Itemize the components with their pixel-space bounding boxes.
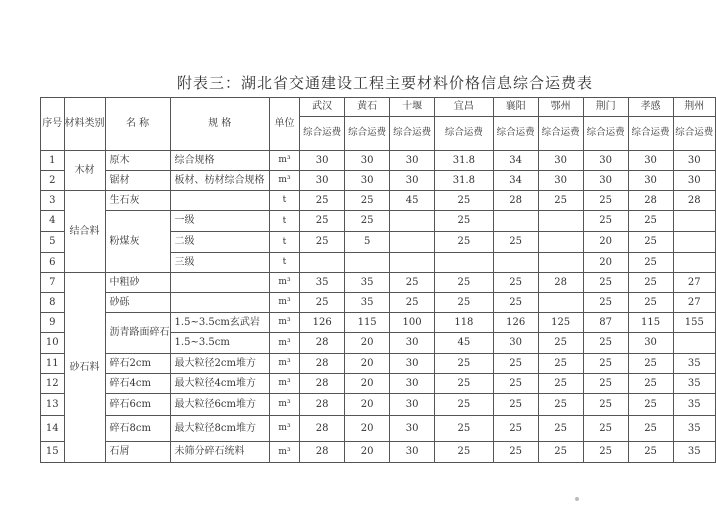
freight-value-cell: 30 bbox=[673, 171, 715, 191]
freight-value-cell: 30 bbox=[538, 171, 583, 191]
freight-value-cell: 87 bbox=[583, 313, 628, 333]
freight-value-cell: 25 bbox=[493, 442, 538, 463]
freight-value-cell: 20 bbox=[583, 253, 628, 273]
freight-value-cell: 25 bbox=[628, 394, 673, 416]
freight-value-cell: 30 bbox=[628, 333, 673, 354]
freight-value-cell: 25 bbox=[538, 374, 583, 394]
freight-value-cell: 28 bbox=[538, 273, 583, 293]
freight-value-cell: 45 bbox=[390, 191, 435, 211]
row-number-cell: 5 bbox=[41, 232, 65, 253]
freight-value-cell: 25 bbox=[493, 293, 538, 313]
freight-value-cell: 30 bbox=[493, 333, 538, 354]
freight-value-cell: 35 bbox=[673, 442, 715, 463]
unit-cell: m³ bbox=[269, 333, 299, 354]
header-sub-label: 综合运费 bbox=[435, 117, 494, 151]
table-body bbox=[41, 98, 716, 463]
freight-value-cell: 34 bbox=[493, 151, 538, 171]
unit-cell: m³ bbox=[269, 416, 299, 442]
freight-value-cell: 115 bbox=[345, 313, 390, 333]
header-city: 黄石 bbox=[345, 98, 390, 117]
freight-value-cell: 25 bbox=[538, 394, 583, 416]
freight-value-cell: 100 bbox=[390, 313, 435, 333]
freight-value-cell: 25 bbox=[628, 232, 673, 253]
freight-value-cell: 5 bbox=[345, 232, 390, 253]
freight-value-cell: 25 bbox=[435, 191, 494, 211]
header-spec: 规 格 bbox=[170, 98, 269, 151]
material-name-cell: 石屑 bbox=[105, 442, 170, 463]
freight-value-cell: 30 bbox=[390, 394, 435, 416]
freight-table bbox=[40, 97, 716, 463]
freight-value-cell bbox=[538, 253, 583, 273]
freight-value-cell: 27 bbox=[673, 273, 715, 293]
freight-value-cell: 126 bbox=[493, 313, 538, 333]
freight-value-cell: 25 bbox=[435, 293, 494, 313]
freight-value-cell: 28 bbox=[493, 191, 538, 211]
freight-value-cell: 35 bbox=[300, 273, 345, 293]
material-name-cell: 粉煤灰 bbox=[105, 211, 170, 273]
header-sub-label: 综合运费 bbox=[300, 117, 345, 151]
row-number-cell: 14 bbox=[41, 416, 65, 442]
freight-value-cell: 25 bbox=[435, 416, 494, 442]
spec-cell: 最大粒径8cm堆方 bbox=[170, 416, 269, 442]
freight-value-cell: 28 bbox=[300, 333, 345, 354]
freight-value-cell: 25 bbox=[300, 293, 345, 313]
freight-value-cell bbox=[673, 333, 715, 354]
header-category: 材料类别 bbox=[64, 98, 105, 151]
spec-cell bbox=[170, 273, 269, 293]
freight-value-cell: 25 bbox=[538, 354, 583, 374]
freight-value-cell: 155 bbox=[673, 313, 715, 333]
table-row bbox=[41, 211, 716, 232]
spec-cell: 最大粒径4cm堆方 bbox=[170, 374, 269, 394]
freight-value-cell: 28 bbox=[628, 191, 673, 211]
freight-value-cell: 20 bbox=[345, 374, 390, 394]
unit-cell: m³ bbox=[269, 354, 299, 374]
freight-value-cell: 25 bbox=[583, 374, 628, 394]
material-name-cell: 生石灰 bbox=[105, 191, 170, 211]
spec-cell bbox=[170, 191, 269, 211]
freight-value-cell: 25 bbox=[583, 211, 628, 232]
page-title: 附表三：湖北省交通建设工程主要材料价格信息综合运费表 bbox=[176, 74, 593, 92]
spec-cell: 一级 bbox=[170, 211, 269, 232]
freight-value-cell: 25 bbox=[493, 354, 538, 374]
header-city: 宜昌 bbox=[435, 98, 494, 117]
freight-value-cell: 126 bbox=[300, 313, 345, 333]
freight-value-cell bbox=[493, 211, 538, 232]
row-number-cell: 15 bbox=[41, 442, 65, 463]
unit-cell: m³ bbox=[269, 171, 299, 191]
freight-value-cell: 25 bbox=[493, 374, 538, 394]
header-sub-label: 综合运费 bbox=[390, 117, 435, 151]
freight-value-cell: 20 bbox=[345, 333, 390, 354]
freight-value-cell: 31.8 bbox=[435, 171, 494, 191]
header-row-cities bbox=[41, 98, 716, 117]
spec-cell: 三级 bbox=[170, 253, 269, 273]
header-city: 襄阳 bbox=[493, 98, 538, 117]
freight-value-cell: 30 bbox=[673, 151, 715, 171]
freight-value-cell bbox=[435, 253, 494, 273]
freight-value-cell: 25 bbox=[435, 354, 494, 374]
freight-value-cell: 45 bbox=[435, 333, 494, 354]
freight-value-cell: 25 bbox=[583, 354, 628, 374]
table-row bbox=[41, 442, 716, 463]
unit-cell: m³ bbox=[269, 151, 299, 171]
freight-value-cell: 118 bbox=[435, 313, 494, 333]
row-number-cell: 13 bbox=[41, 394, 65, 416]
freight-value-cell: 30 bbox=[390, 171, 435, 191]
freight-value-cell: 25 bbox=[345, 211, 390, 232]
row-number-cell: 3 bbox=[41, 191, 65, 211]
freight-value-cell bbox=[538, 211, 583, 232]
category-cell: 砂石料 bbox=[64, 273, 105, 463]
freight-value-cell: 25 bbox=[628, 293, 673, 313]
row-number-cell: 6 bbox=[41, 253, 65, 273]
header-city: 武汉 bbox=[300, 98, 345, 117]
header-unit: 单位 bbox=[269, 98, 299, 151]
material-name-cell: 碎石6cm bbox=[105, 394, 170, 416]
material-name-cell: 锯材 bbox=[105, 171, 170, 191]
freight-value-cell: 35 bbox=[345, 293, 390, 313]
freight-value-cell: 31.8 bbox=[435, 151, 494, 171]
row-number-cell: 11 bbox=[41, 354, 65, 374]
header-sub-label: 综合运费 bbox=[493, 117, 538, 151]
freight-value-cell: 27 bbox=[673, 293, 715, 313]
unit-cell: t bbox=[269, 253, 299, 273]
freight-value-cell bbox=[390, 253, 435, 273]
freight-value-cell: 30 bbox=[583, 151, 628, 171]
freight-value-cell: 25 bbox=[300, 232, 345, 253]
freight-value-cell: 20 bbox=[345, 354, 390, 374]
freight-value-cell: 30 bbox=[345, 151, 390, 171]
freight-value-cell: 25 bbox=[538, 416, 583, 442]
unit-cell: m³ bbox=[269, 273, 299, 293]
spec-cell: 最大粒径6cm堆方 bbox=[170, 394, 269, 416]
spec-cell: 板材、枋材综合规格 bbox=[170, 171, 269, 191]
header-sub-label: 综合运费 bbox=[673, 117, 715, 151]
header-city: 荆州 bbox=[673, 98, 715, 117]
scan-speck bbox=[575, 497, 579, 501]
header-city: 十堰 bbox=[390, 98, 435, 117]
material-name-cell: 砂砾 bbox=[105, 293, 170, 313]
spec-cell: 二级 bbox=[170, 232, 269, 253]
freight-value-cell: 35 bbox=[673, 416, 715, 442]
freight-value-cell: 20 bbox=[345, 442, 390, 463]
unit-cell: t bbox=[269, 211, 299, 232]
header-sub-label: 综合运费 bbox=[538, 117, 583, 151]
freight-value-cell: 115 bbox=[628, 313, 673, 333]
table-row bbox=[41, 354, 716, 374]
freight-value-cell: 25 bbox=[435, 273, 494, 293]
table-row bbox=[41, 151, 716, 171]
freight-value-cell: 25 bbox=[583, 442, 628, 463]
freight-value-cell bbox=[673, 211, 715, 232]
freight-value-cell: 25 bbox=[345, 191, 390, 211]
freight-value-cell bbox=[390, 211, 435, 232]
freight-value-cell: 25 bbox=[583, 394, 628, 416]
header-name: 名 称 bbox=[105, 98, 170, 151]
table-row bbox=[41, 273, 716, 293]
freight-value-cell bbox=[300, 253, 345, 273]
freight-value-cell: 30 bbox=[345, 171, 390, 191]
freight-value-cell: 25 bbox=[583, 293, 628, 313]
freight-value-cell: 25 bbox=[583, 273, 628, 293]
freight-value-cell: 30 bbox=[583, 171, 628, 191]
table-row bbox=[41, 416, 716, 442]
freight-value-cell: 25 bbox=[435, 394, 494, 416]
header-city: 孝感 bbox=[628, 98, 673, 117]
row-number-cell: 12 bbox=[41, 374, 65, 394]
header-city: 荆门 bbox=[583, 98, 628, 117]
freight-value-cell: 28 bbox=[300, 416, 345, 442]
spec-cell: 未筛分碎石统料 bbox=[170, 442, 269, 463]
row-number-cell: 10 bbox=[41, 333, 65, 354]
freight-value-cell: 25 bbox=[300, 191, 345, 211]
freight-value-cell: 25 bbox=[628, 374, 673, 394]
freight-value-cell: 30 bbox=[538, 151, 583, 171]
unit-cell: m³ bbox=[269, 394, 299, 416]
freight-value-cell bbox=[493, 253, 538, 273]
freight-value-cell: 30 bbox=[390, 333, 435, 354]
material-name-cell: 碎石2cm bbox=[105, 354, 170, 374]
freight-value-cell: 25 bbox=[435, 211, 494, 232]
freight-value-cell bbox=[673, 232, 715, 253]
row-number-cell: 2 bbox=[41, 171, 65, 191]
freight-value-cell: 20 bbox=[345, 416, 390, 442]
freight-value-cell: 28 bbox=[300, 394, 345, 416]
freight-value-cell: 25 bbox=[628, 354, 673, 374]
header-sub-label: 综合运费 bbox=[345, 117, 390, 151]
freight-value-cell: 25 bbox=[435, 232, 494, 253]
spec-cell: 1.5~3.5cm玄武岩 bbox=[170, 313, 269, 333]
freight-value-cell: 30 bbox=[390, 151, 435, 171]
freight-value-cell: 25 bbox=[300, 211, 345, 232]
freight-value-cell: 25 bbox=[628, 442, 673, 463]
table-row bbox=[41, 313, 716, 333]
freight-value-cell: 35 bbox=[345, 273, 390, 293]
freight-value-cell: 25 bbox=[493, 232, 538, 253]
freight-value-cell: 20 bbox=[583, 232, 628, 253]
freight-value-cell: 30 bbox=[390, 354, 435, 374]
header-sub-label: 综合运费 bbox=[583, 117, 628, 151]
material-name-cell: 中粗砂 bbox=[105, 273, 170, 293]
row-number-cell: 9 bbox=[41, 313, 65, 333]
freight-value-cell: 25 bbox=[538, 333, 583, 354]
row-number-cell: 8 bbox=[41, 293, 65, 313]
freight-value-cell: 25 bbox=[628, 211, 673, 232]
header-seq: 序号 bbox=[41, 98, 65, 151]
row-number-cell: 7 bbox=[41, 273, 65, 293]
freight-value-cell: 35 bbox=[673, 374, 715, 394]
unit-cell: t bbox=[269, 191, 299, 211]
freight-value-cell: 28 bbox=[300, 442, 345, 463]
spec-cell bbox=[170, 293, 269, 313]
freight-value-cell: 25 bbox=[493, 394, 538, 416]
material-name-cell: 沥青路面碎石 bbox=[105, 313, 170, 354]
category-cell: 结合料 bbox=[64, 191, 105, 273]
freight-value-cell: 25 bbox=[493, 416, 538, 442]
freight-value-cell: 25 bbox=[583, 416, 628, 442]
freight-value-cell: 28 bbox=[673, 191, 715, 211]
freight-value-cell: 28 bbox=[300, 354, 345, 374]
freight-value-cell: 25 bbox=[583, 191, 628, 211]
freight-value-cell: 35 bbox=[673, 394, 715, 416]
row-number-cell: 1 bbox=[41, 151, 65, 171]
freight-value-cell: 125 bbox=[538, 313, 583, 333]
table-row bbox=[41, 191, 716, 211]
unit-cell: m³ bbox=[269, 313, 299, 333]
freight-value-cell: 30 bbox=[390, 416, 435, 442]
freight-value-cell bbox=[538, 293, 583, 313]
freight-value-cell: 25 bbox=[628, 416, 673, 442]
freight-value-cell: 25 bbox=[538, 191, 583, 211]
material-name-cell: 原木 bbox=[105, 151, 170, 171]
row-number-cell: 4 bbox=[41, 211, 65, 232]
freight-value-cell: 25 bbox=[390, 293, 435, 313]
table-row bbox=[41, 293, 716, 313]
category-cell: 木材 bbox=[64, 151, 105, 191]
freight-value-cell: 30 bbox=[300, 171, 345, 191]
freight-value-cell: 30 bbox=[390, 442, 435, 463]
freight-value-cell: 25 bbox=[435, 442, 494, 463]
spec-cell: 综合规格 bbox=[170, 151, 269, 171]
header-city: 鄂州 bbox=[538, 98, 583, 117]
header-sub-label: 综合运费 bbox=[628, 117, 673, 151]
table-row bbox=[41, 374, 716, 394]
freight-value-cell: 30 bbox=[390, 374, 435, 394]
freight-value-cell: 25 bbox=[628, 253, 673, 273]
freight-value-cell: 25 bbox=[493, 273, 538, 293]
unit-cell: t bbox=[269, 232, 299, 253]
freight-value-cell: 30 bbox=[628, 151, 673, 171]
freight-value-cell: 28 bbox=[300, 374, 345, 394]
material-name-cell: 碎石8cm bbox=[105, 416, 170, 442]
freight-value-cell: 25 bbox=[390, 273, 435, 293]
freight-value-cell: 35 bbox=[673, 354, 715, 374]
freight-value-cell: 20 bbox=[345, 394, 390, 416]
freight-value-cell bbox=[673, 253, 715, 273]
freight-value-cell: 25 bbox=[628, 273, 673, 293]
table-row bbox=[41, 171, 716, 191]
table-row bbox=[41, 394, 716, 416]
freight-value-cell: 25 bbox=[583, 333, 628, 354]
freight-value-cell bbox=[345, 253, 390, 273]
freight-value-cell: 34 bbox=[493, 171, 538, 191]
material-name-cell: 碎石4cm bbox=[105, 374, 170, 394]
freight-value-cell bbox=[390, 232, 435, 253]
freight-value-cell bbox=[538, 232, 583, 253]
freight-value-cell: 25 bbox=[435, 374, 494, 394]
freight-value-cell: 25 bbox=[538, 442, 583, 463]
unit-cell: m³ bbox=[269, 374, 299, 394]
unit-cell: m³ bbox=[269, 442, 299, 463]
spec-cell: 最大粒径2cm堆方 bbox=[170, 354, 269, 374]
spec-cell: 1.5~3.5cm bbox=[170, 333, 269, 354]
freight-value-cell: 30 bbox=[300, 151, 345, 171]
unit-cell: m³ bbox=[269, 293, 299, 313]
freight-value-cell: 30 bbox=[628, 171, 673, 191]
